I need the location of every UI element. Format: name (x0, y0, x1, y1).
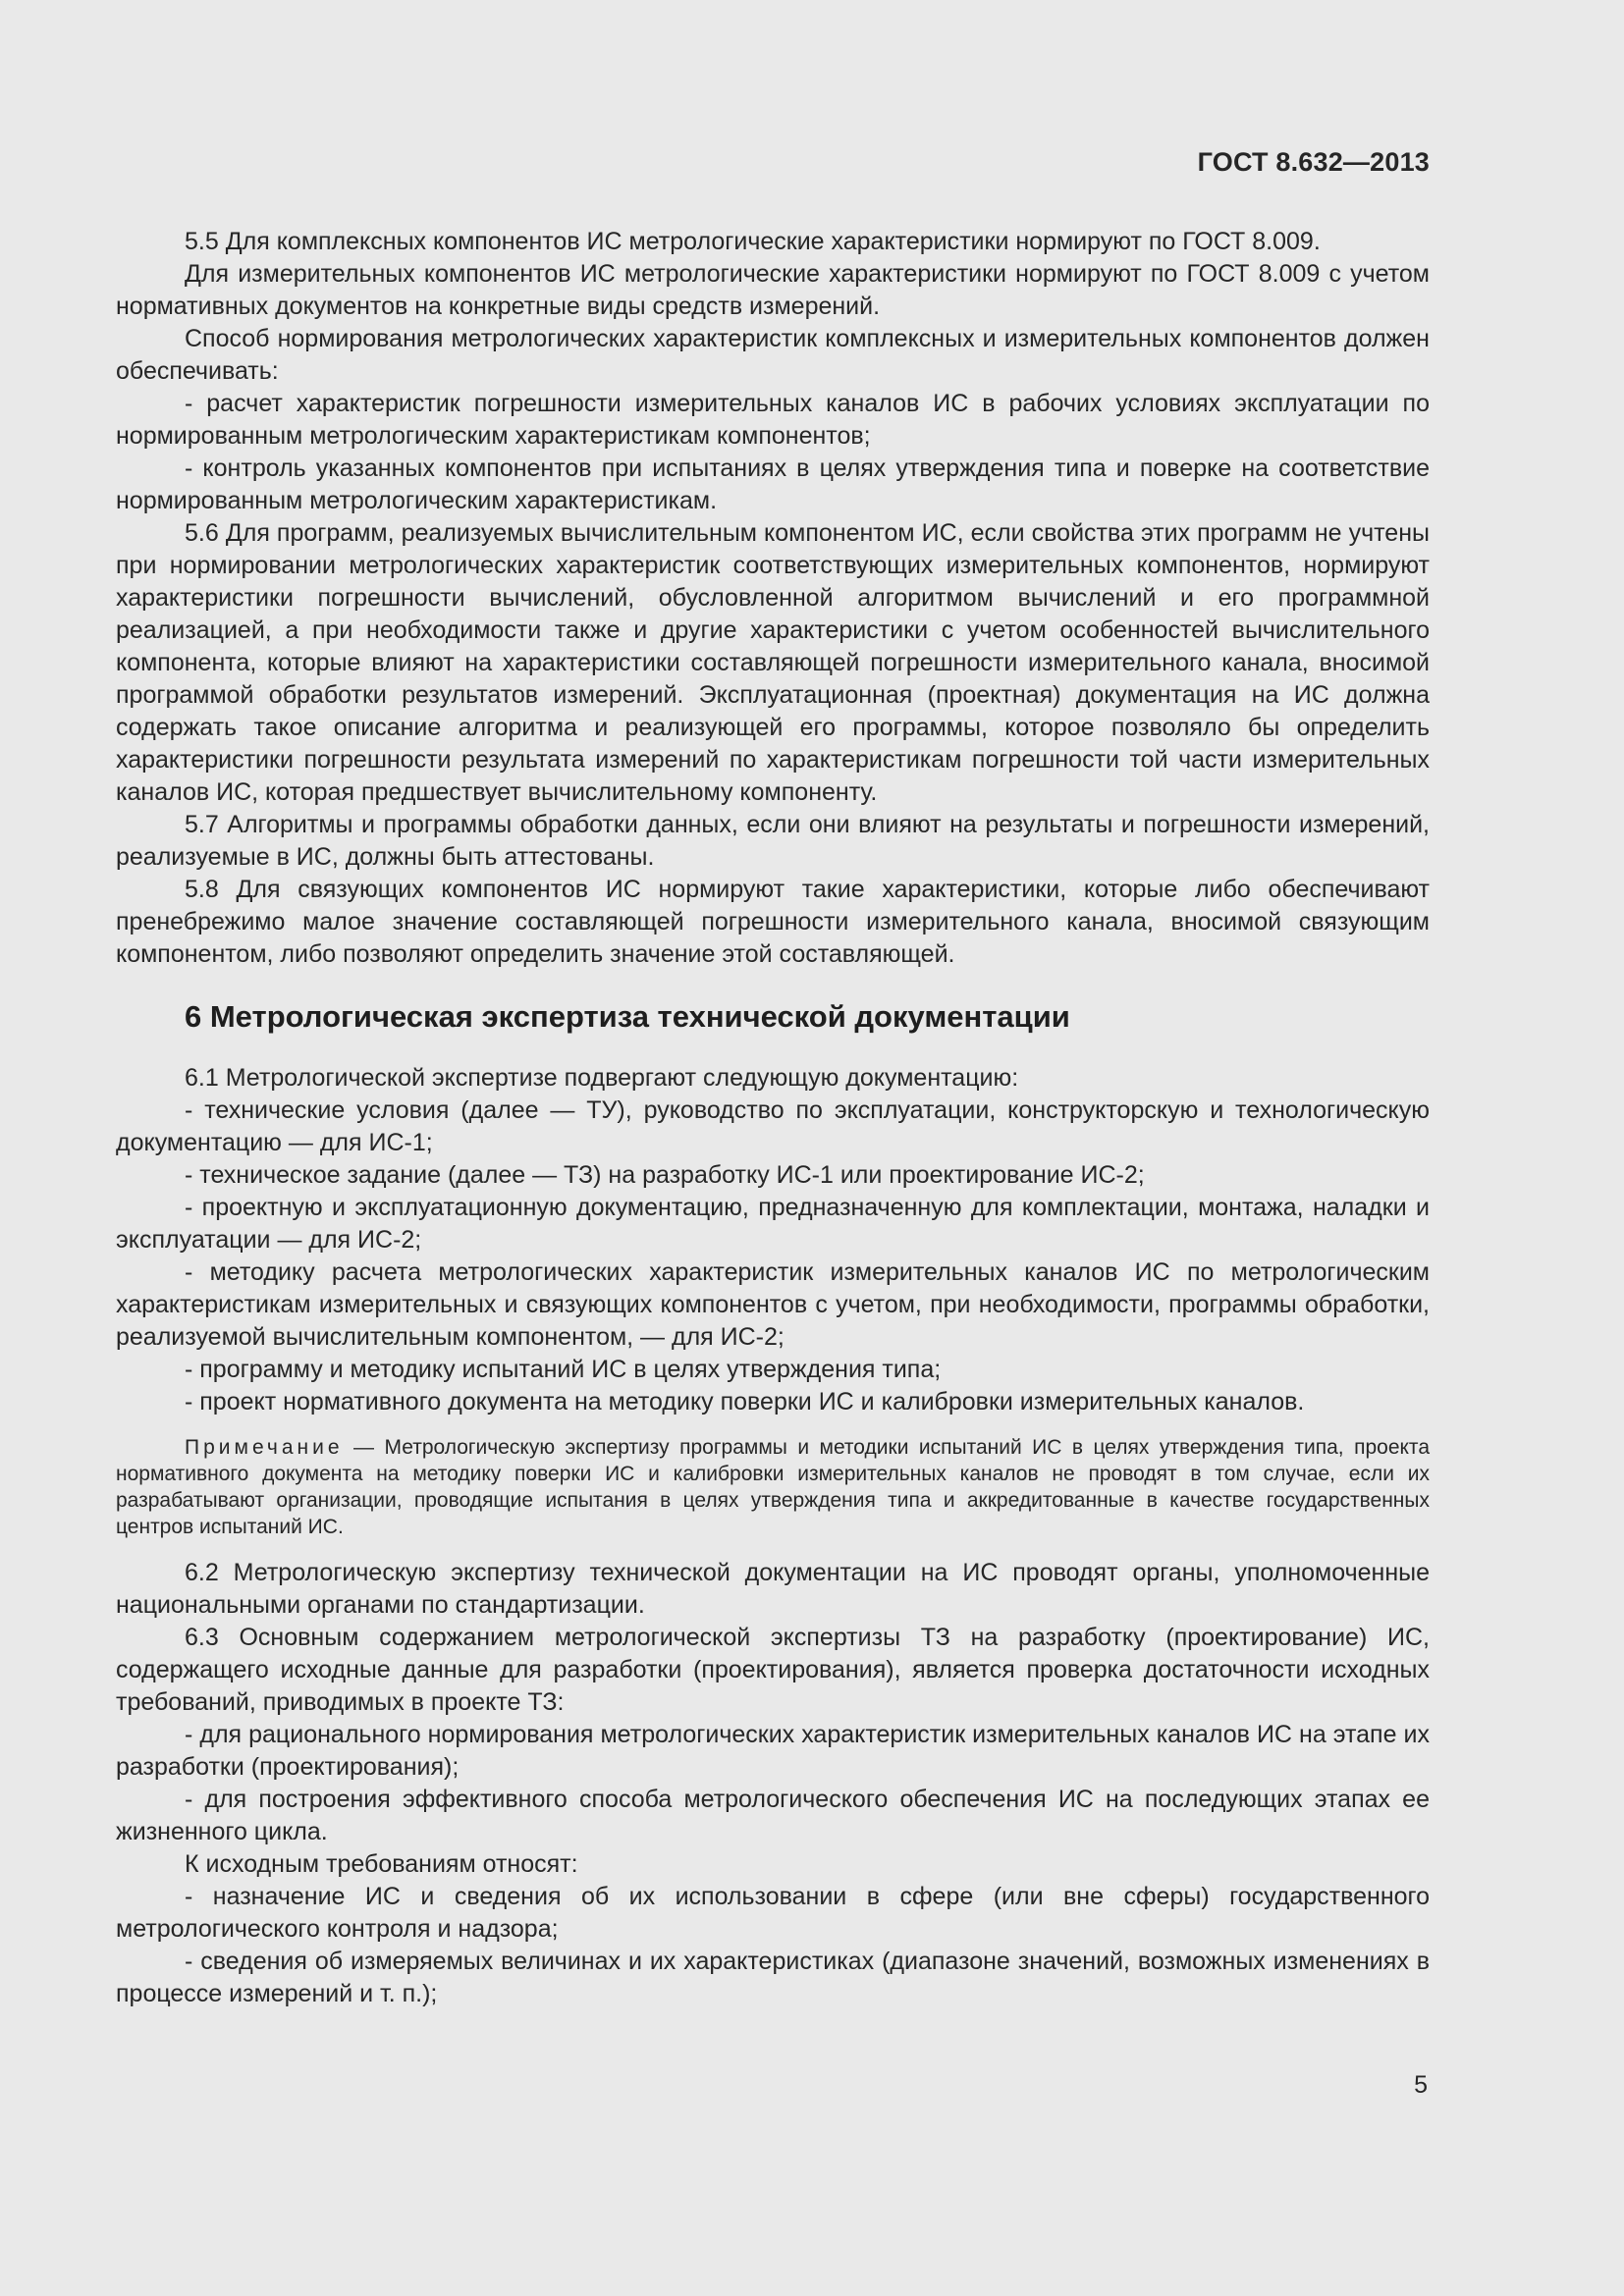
list-item-6-1-tu: - технические условия (далее — ТУ), руководство по эксплуатации, конструкторскую и технологическую документацию — для ИС-1; (116, 1096, 1430, 1156)
list-item-6-3-purpose: - назначение ИС и сведения об их использовании в сфере (или вне сферы) государственного метрологического контроля и надзора; (116, 1883, 1430, 1943)
paragraph-6-3-initial-requirements: К исходным требованиям относят: (185, 1850, 578, 1878)
document-header: ГОСТ 8.632—2013 (1197, 147, 1430, 177)
paragraph-5-7: 5.7 Алгоритмы и программы обработки данных, если они влияют на результаты и погрешности измерений, реализуемые в ИС, должны быть аттестованы. (116, 811, 1430, 871)
note-text: — Метрологическую экспертизу программы и методики испытаний ИС в целях утверждения типа, проекта нормативного документа на методику поверки ИС и калибровки измерительных каналов не проводят в том случае, если их разрабатывают организации, проводящие испытания в целях утверждения типа и аккредитованные в качестве государственных центров испытаний ИС. (116, 1436, 1430, 1538)
paragraph-5-5-method: Способ нормирования метрологических характеристик комплексных и измерительных компонентов должен обеспечивать: (116, 325, 1430, 385)
paragraph-5-6: 5.6 Для программ, реализуемых вычислительным компонентом ИС, если свойства этих программ не учтены при нормировании метрологических характеристик соответствующих измерительных компонентов, нормируют характеристики погрешности вычислений, обусловленной алгоритмом вычислений и его программной реализацией, а при необходимости также и другие характеристики с учетом особенностей вычислительного компонента, которые влияют на характеристики составляющей погрешности измерительного канала, вносимой программой обработки результатов измерений. Эксплуатационная (проектная) документация на ИС должна содержать такое описание алгоритма и реализующей его программы, которое позволяло бы определить характеристики погрешности результата измерений по характеристикам погрешности той части измерительных каналов ИС, которая предшествует вычислительному компоненту. (116, 519, 1430, 806)
list-item-6-3-metrological-support: - для построения эффективного способа метрологического обеспечения ИС на последующих этапах ее жизненного цикла. (116, 1786, 1430, 1845)
list-item-5-5-control: - контроль указанных компонентов при испытаниях в целях утверждения типа и поверке на соответствие нормированным метрологическим характеристикам. (116, 454, 1430, 514)
paragraph-6-1: 6.1 Метрологической экспертизе подвергают следующую документацию: (185, 1064, 1019, 1092)
note (116, 1434, 1430, 1540)
list-item-6-1-test-program: - программу и методику испытаний ИС в целях утверждения типа; (185, 1356, 942, 1383)
paragraph-5-5: 5.5 Для комплексных компонентов ИС метрологические характеристики нормируют по ГОСТ 8.009. (185, 228, 1321, 255)
list-item-6-3-normalization: - для рационального нормирования метрологических характеристик измерительных каналов ИС на этапе их разработки (проектирования); (116, 1721, 1430, 1781)
section-6-title: 6 Метрологическая экспертиза технической документации (185, 999, 1070, 1034)
list-item-5-5-calculation: - расчет характеристик погрешности измерительных каналов ИС в рабочих условиях эксплуатации по нормированным метрологическим характеристикам компонентов; (116, 390, 1430, 450)
note-label: Примечание (185, 1436, 344, 1459)
list-item-6-1-project-docs: - проектную и эксплуатационную документацию, предназначенную для комплектации, монтажа, наладки и эксплуатации — для ИС-2; (116, 1194, 1430, 1254)
page-number: 5 (1414, 2071, 1428, 2099)
list-item-6-3-quantities: - сведения об измеряемых величинах и их характеристиках (диапазоне значений, возможных изменениях в процессе измерений и т. п.); (116, 1948, 1430, 2007)
list-item-6-1-methodology: - методику расчета метрологических характеристик измерительных каналов ИС по метрологическим характеристикам измерительных и связующих компонентов с учетом, при необходимости, программы обработки, реализуемой вычислительным компонентом, — для ИС-2; (116, 1258, 1430, 1351)
paragraph-6-2: 6.2 Метрологическую экспертизу технической документации на ИС проводят органы, уполномоченные национальными органами по стандартизации. (116, 1559, 1430, 1619)
paragraph-6-3: 6.3 Основным содержанием метрологической экспертизы ТЗ на разработку (проектирование) ИС, содержащего исходные данные для разработки (проектирования), является проверка достаточности исходных требований, приводимых в проекте ТЗ: (116, 1624, 1430, 1716)
list-item-6-1-verification: - проект нормативного документа на методику поверки ИС и калибровки измерительных каналов. (185, 1388, 1305, 1415)
paragraph-5-5-measuring: Для измерительных компонентов ИС метрологические характеристики нормируют по ГОСТ 8.009 с учетом нормативных документов на конкретные виды средств измерений. (116, 260, 1430, 320)
paragraph-5-8: 5.8 Для связующих компонентов ИС нормируют такие характеристики, которые либо обеспечивают пренебрежимо малое значение составляющей погрешности измерительного канала, вносимой связующим компонентом, либо позволяют определить значение этой составляющей. (116, 876, 1430, 968)
list-item-6-1-tz: - техническое задание (далее — ТЗ) на разработку ИС-1 или проектирование ИС-2; (185, 1161, 1145, 1189)
document-body (116, 226, 1430, 2010)
